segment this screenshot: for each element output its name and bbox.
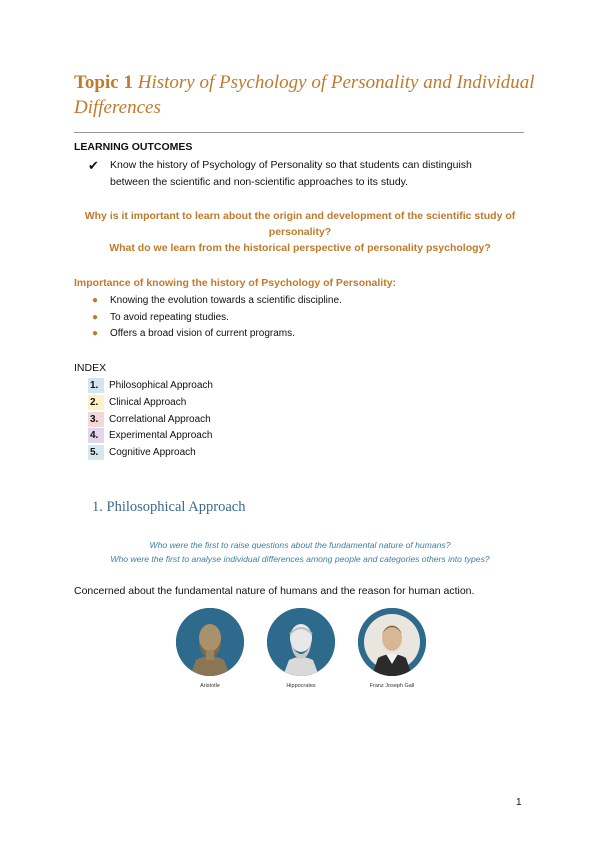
learning-outcomes-heading: LEARNING OUTCOMES (74, 141, 193, 153)
index-number: 2. (88, 395, 104, 410)
index-label: Philosophical Approach (109, 380, 213, 391)
list-item-text: Knowing the evolution towards a scientific discipline. (110, 295, 342, 306)
checkmark-icon: ✔ (88, 158, 99, 173)
topic-text: History of Psychology of Personality and Individual Differences (74, 72, 535, 118)
portrait-caption: Aristotle (200, 683, 220, 689)
section-statement: Concerned about the fundamental nature of humans and the reason for human action. (74, 585, 475, 597)
index-label: Clinical Approach (109, 396, 187, 408)
portrait-caption: Franz Joseph Gall (369, 683, 415, 689)
topic-title (74, 70, 544, 120)
index-number: 4. (88, 428, 104, 443)
key-question: Why is it important to learn about the origin and development of the scientific study of personality? (84, 210, 516, 238)
index-label: Experimental Approach (109, 430, 213, 442)
page-number: 1 (516, 797, 522, 808)
list-item-text: To avoid repeating studies. (110, 311, 229, 323)
learning-outcome-text: Know the history of Psychology of Personality so that students can distinguish between the scientific and non-scientific approaches to its study. (110, 159, 472, 188)
bullet-icon: ● (92, 295, 99, 306)
list-item-text: Offers a broad vision of current programs. (110, 328, 295, 339)
key-questions (74, 208, 526, 256)
index-number: 1. (88, 378, 104, 393)
section-heading: 1. Philosophical Approach (92, 499, 246, 515)
section-question: Who were the first to analyse individual differences among people and categories others into types? (110, 553, 490, 564)
hippocrates-portrait (267, 608, 335, 676)
bullet-icon: ● (92, 328, 99, 339)
index-label: Correlational Approach (109, 413, 211, 425)
index-heading: INDEX (74, 362, 107, 374)
list-item (92, 310, 342, 327)
section-question: Who were the first to raise questions about the fundamental nature of humans? (149, 540, 451, 550)
index-number: 5. (88, 445, 104, 460)
aristotle-portrait (176, 608, 244, 676)
index-label: Cognitive Approach (109, 447, 196, 459)
topic-label: Topic 1 (74, 72, 133, 93)
section-questions (74, 539, 526, 566)
index-number: 3. (88, 412, 104, 427)
bullet-icon: ● (92, 311, 99, 323)
list-item (92, 293, 342, 310)
key-question: What do we learn from the historical perspective of personality psychology? (109, 242, 491, 254)
importance-list (92, 293, 342, 343)
importance-heading: Importance of knowing the history of Psychology of Personality: (74, 277, 397, 289)
gall-portrait (358, 608, 426, 676)
portrait-caption: Hippocrates (286, 683, 316, 689)
title-divider (74, 132, 524, 133)
list-item (92, 326, 342, 343)
